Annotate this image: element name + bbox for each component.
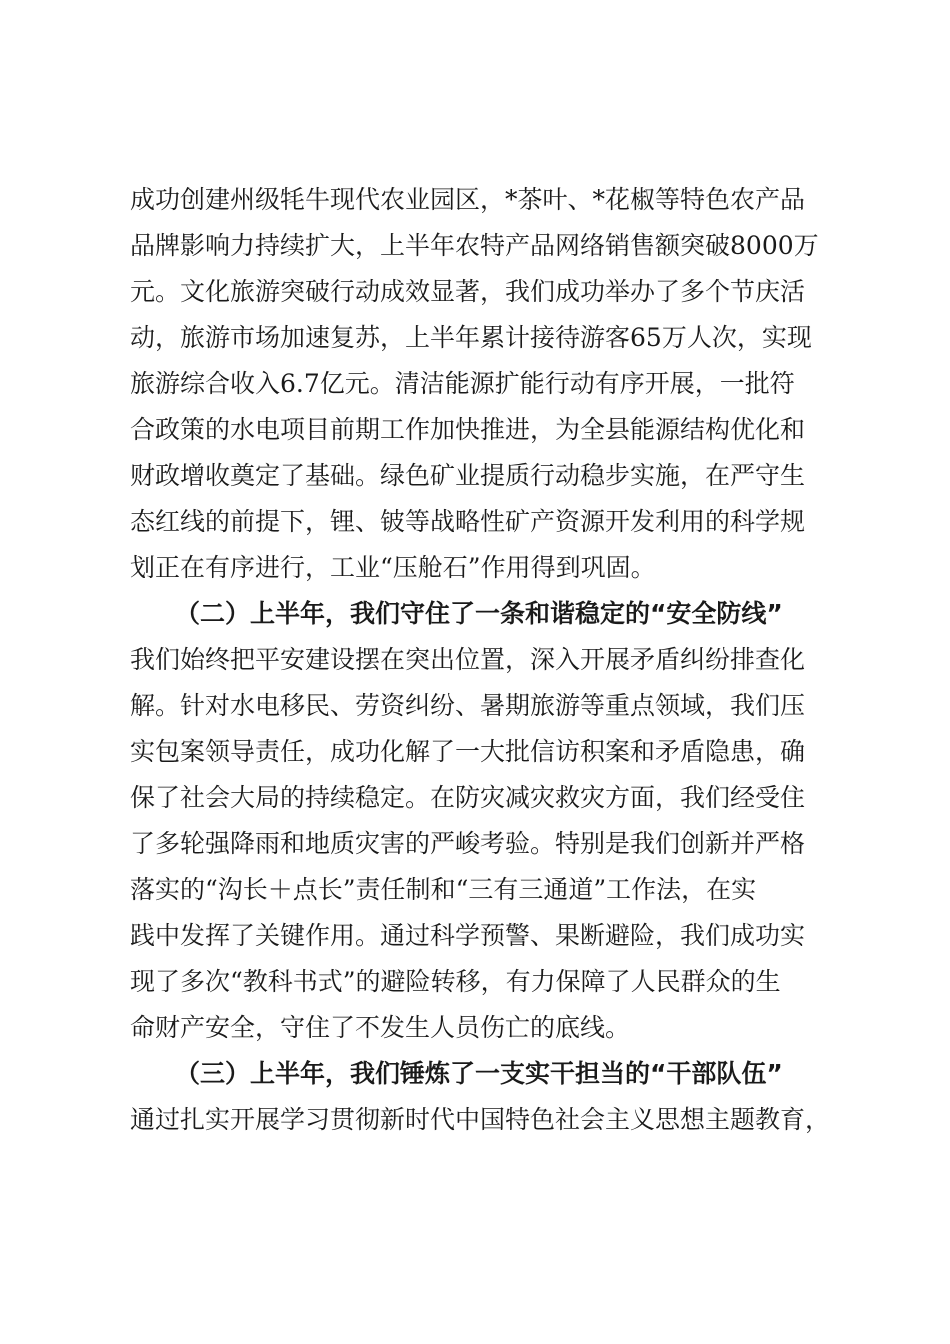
- paragraph-line: 现了多次“教科书式”的避险转移，有力保障了人民群众的生: [130, 967, 781, 996]
- paragraph-line: 划正在有序进行，工业“压舱石”作用得到巩固。: [130, 553, 656, 582]
- section-heading-3: （三）上半年，我们锤炼了一支实干担当的“干部队伍”: [175, 1059, 783, 1088]
- paragraph-line: 命财产安全，守住了不发生人员伤亡的底线。: [130, 1013, 631, 1042]
- paragraph-line: 旅游综合收入6.7亿元。清洁能源扩能行动有序开展，一批符: [130, 369, 795, 398]
- paragraph-line: 动，旅游市场加速复苏，上半年累计接待游客65万人次，实现: [130, 323, 812, 352]
- paragraph-line: 实包案领导责任，成功化解了一大批信访积案和矛盾隐患，确: [130, 737, 806, 766]
- paragraph-line: 落实的“沟长＋点长”责任制和“三有三通道”工作法，在实: [130, 875, 757, 904]
- document-body: [130, 177, 831, 1134]
- section-heading-2: （二）上半年，我们守住了一条和谐稳定的“安全防线”: [175, 599, 783, 628]
- paragraph-line: 财政增收奠定了基础。绿色矿业提质行动稳步实施，在严守生: [130, 461, 806, 490]
- paragraph-line: 保了社会大局的持续稳定。在防灾减灾救灾方面，我们经受住: [130, 783, 806, 812]
- paragraph-line: 品牌影响力持续扩大，上半年农特产品网络销售额突破8000万: [130, 231, 819, 260]
- paragraph-line: 合政策的水电项目前期工作加快推进，为全县能源结构优化和: [130, 415, 806, 444]
- paragraph-line: 通过扎实开展学习贯彻新时代中国特色社会主义思想主题教育，: [130, 1105, 831, 1134]
- paragraph-line: 元。文化旅游突破行动成效显著，我们成功举办了多个节庆活: [130, 277, 806, 306]
- paragraph-line: 解。针对水电移民、劳资纠纷、暑期旅游等重点领域，我们压: [130, 691, 806, 720]
- paragraph-line: 成功创建州级牦牛现代农业园区，*茶叶、*花椒等特色农产品: [130, 185, 806, 214]
- paragraph-line: 我们始终把平安建设摆在突出位置，深入开展矛盾纠纷排查化: [130, 645, 806, 674]
- paragraph-line: 了多轮强降雨和地质灾害的严峻考验。特别是我们创新并严格: [130, 829, 806, 858]
- paragraph-line: 践中发挥了关键作用。通过科学预警、果断避险，我们成功实: [130, 921, 806, 950]
- paragraph-line: 态红线的前提下，锂、铍等战略性矿产资源开发利用的科学规: [130, 507, 806, 536]
